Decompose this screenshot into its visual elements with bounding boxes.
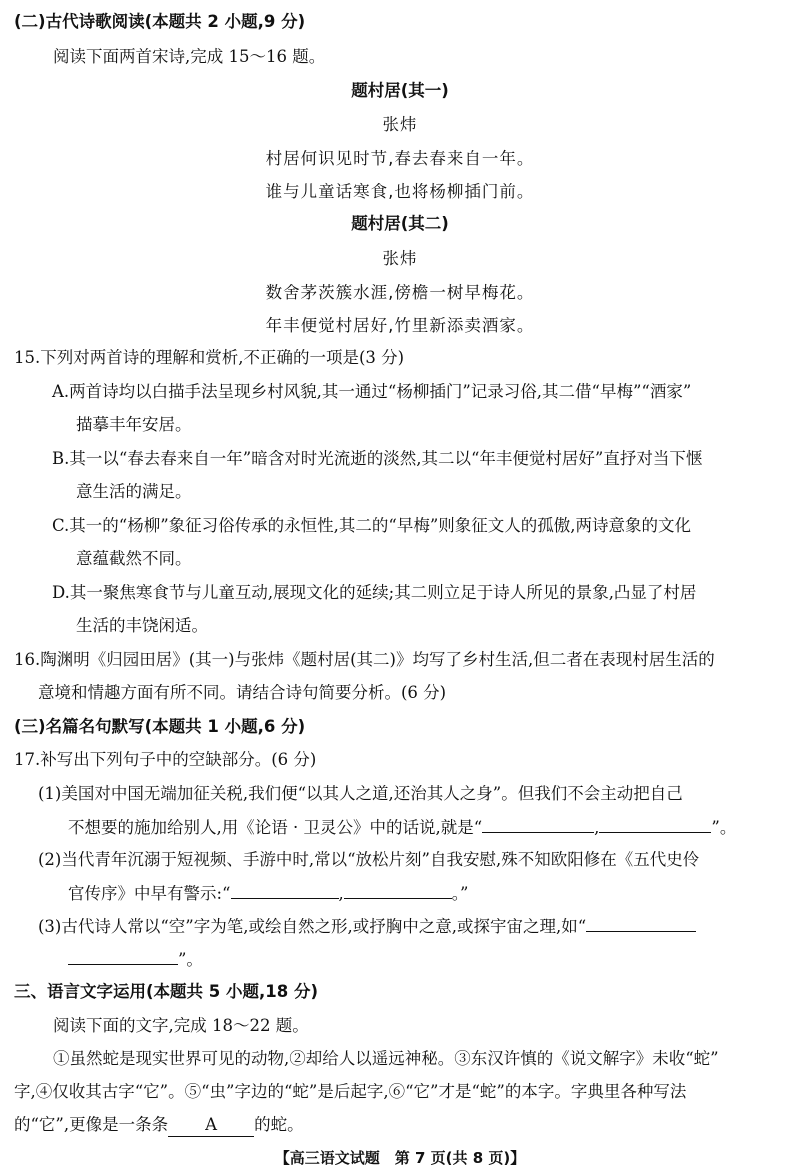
answer-blank[interactable]	[482, 816, 594, 833]
passage-line	[14, 1114, 304, 1137]
q17-part2: (2)当代青年沉溺于短视频、手游中时,常以“放松片刻”自我安慰,殊不知欧阳修在《五代史伶	[38, 850, 700, 869]
text: 的蛇。	[254, 1115, 304, 1134]
text: ,	[594, 818, 600, 837]
poem-line: 数舍茅茨簇水涯,傍檐一树早梅花。	[265, 283, 535, 302]
instruction-text: 阅读下面的文字,完成 18～22 题。	[53, 1016, 309, 1035]
text: ”。	[178, 950, 203, 969]
answer-blank[interactable]	[586, 915, 696, 932]
option-b-cont: 意生活的满足。	[76, 482, 192, 501]
answer-blank[interactable]	[344, 882, 452, 899]
option-c: C.其一的“杨柳”象征习俗传承的永恒性,其二的“早梅”则象征文人的孤傲,两诗意象的文化	[52, 516, 692, 535]
text: 。”	[451, 884, 469, 903]
q17-part3	[38, 915, 696, 938]
section-heading-dictation: (三)名篇名句默写(本题共 1 小题,6 分)	[14, 717, 306, 736]
blank-a[interactable]: A	[168, 1114, 254, 1137]
q17-part1-cont	[68, 816, 736, 839]
answer-blank[interactable]	[231, 882, 339, 899]
poem-line: 年丰便觉村居好,竹里新添卖酒家。	[265, 316, 535, 335]
page-footer: 【高三语文试题 第 7 页(共 8 页)】	[274, 1149, 526, 1167]
text: (3)古代诗人常以“空”字为笔,或绘自然之形,或抒胸中之意,或探宇宙之理,如“	[38, 917, 587, 936]
answer-blank[interactable]	[68, 948, 178, 965]
text: 的“它”,更像是一条条	[14, 1115, 169, 1134]
q17-part1: (1)美国对中国无端加征关税,我们便“以其人之道,还治其人之身”。但我们不会主动把自己	[38, 784, 683, 803]
poem-author: 张炜	[382, 249, 418, 268]
question-16: 16.陶渊明《归园田居》(其一)与张炜《题村居(其二)》均写了乡村生活,但二者在表现村居生活的	[14, 650, 715, 669]
passage-line: 字,④仅收其古字“它”。⑤“虫”字边的“蛇”是后起字,⑥“它”才是“蛇”的本字。字典里各种写法	[14, 1082, 687, 1101]
text: 不想要的施加给别人,用《论语 · 卫灵公》中的话说,就是“	[68, 818, 483, 837]
poem-line: 村居何识见时节,春去春来自一年。	[265, 149, 535, 168]
instruction-text: 阅读下面两首宋诗,完成 15～16 题。	[53, 47, 326, 66]
question-17-stem: 17.补写出下列句子中的空缺部分。(6 分)	[14, 750, 317, 769]
text: 官传序》中早有警示:“	[68, 884, 231, 903]
answer-blank[interactable]	[599, 816, 711, 833]
section-heading-poetry: (二)古代诗歌阅读(本题共 2 小题,9 分)	[14, 12, 306, 31]
option-a-cont: 描摹丰年安居。	[76, 415, 192, 434]
question-16-cont: 意境和情趣方面有所不同。请结合诗句简要分析。(6 分)	[38, 683, 447, 702]
poem-title: 题村居(其一)	[351, 81, 449, 100]
text: ”。	[711, 818, 737, 837]
option-a: A.两首诗均以白描手法呈现乡村风貌,其一通过“杨柳插门”记录习俗,其二借“早梅”“酒家”	[52, 382, 692, 401]
poem-title: 题村居(其二)	[351, 214, 449, 233]
text: ,	[338, 884, 344, 903]
passage-line: ①虽然蛇是现实世界可见的动物,②却给人以遥远神秘。③东汉许慎的《说文解字》未收“蛇”	[53, 1049, 719, 1068]
question-15-stem: 15.下列对两首诗的理解和赏析,不正确的一项是(3 分)	[14, 348, 405, 367]
q17-part2-cont	[68, 882, 468, 905]
q17-part3-cont	[68, 948, 203, 971]
option-d-cont: 生活的丰饶闲适。	[76, 616, 208, 635]
poem-author: 张炜	[382, 115, 418, 134]
poem-line: 谁与儿童话寒食,也将杨柳插门前。	[265, 182, 535, 201]
option-b: B.其一以“春去春来自一年”暗含对时光流逝的淡然,其二以“年丰便觉村居好”直抒对当下惬	[52, 449, 703, 468]
option-c-cont: 意蕴截然不同。	[76, 549, 192, 568]
option-d: D.其一聚焦寒食节与儿童互动,展现文化的延续;其二则立足于诗人所见的景象,凸显了村居	[52, 583, 697, 602]
section-heading-language: 三、语言文字运用(本题共 5 小题,18 分)	[14, 982, 319, 1001]
